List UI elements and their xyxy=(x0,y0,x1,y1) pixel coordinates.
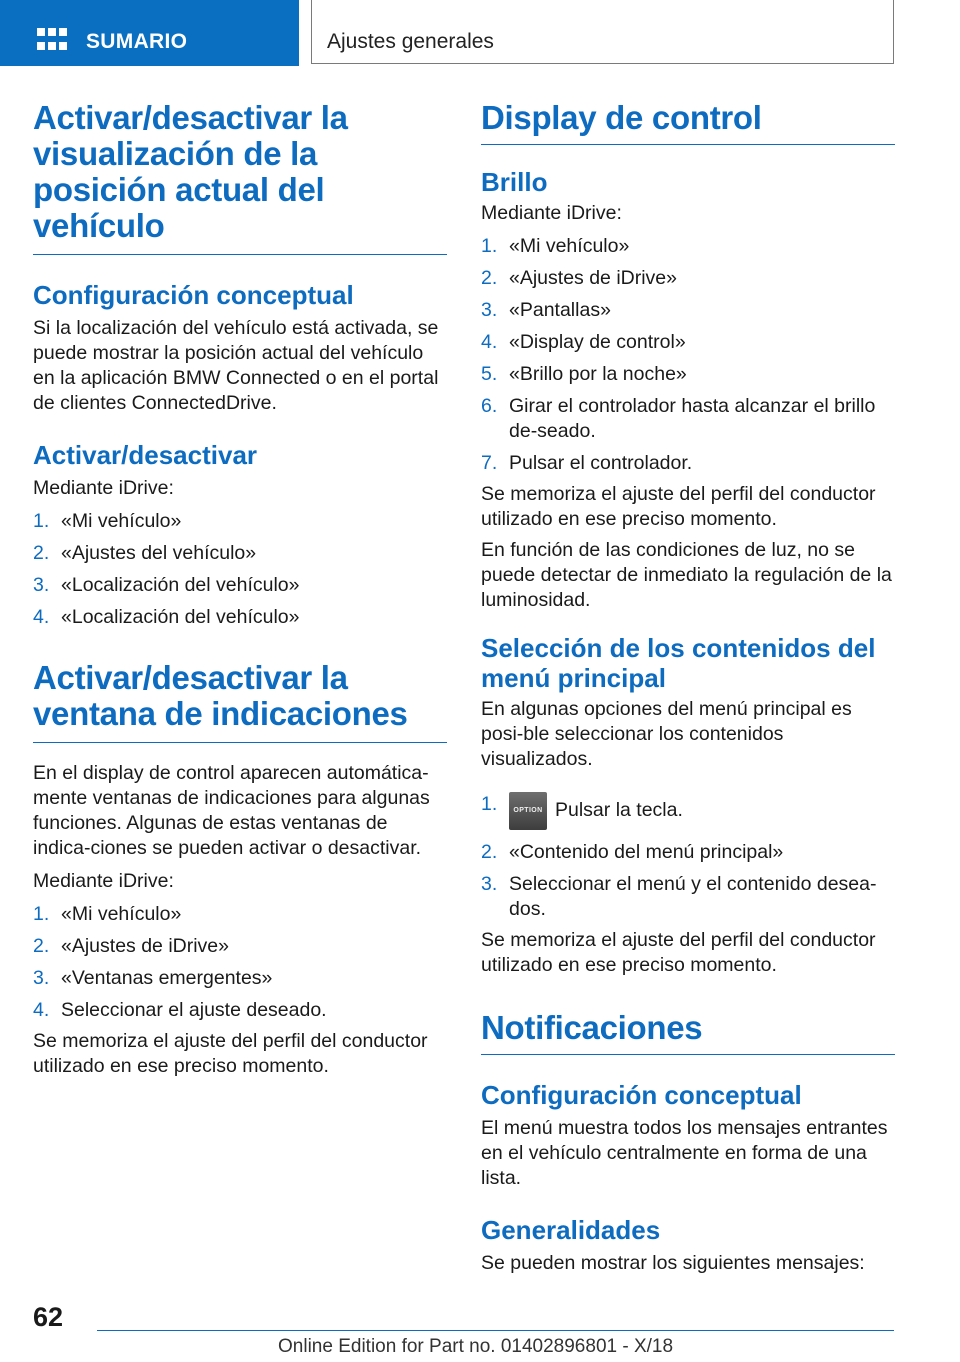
sumario-button[interactable] xyxy=(0,0,299,66)
step-text: «Ajustes del vehículo» xyxy=(61,542,257,564)
list-item xyxy=(33,998,447,1023)
footer-rule xyxy=(97,1330,894,1331)
steps-list xyxy=(481,234,895,476)
section-heading: Display de control xyxy=(481,99,762,136)
right-column xyxy=(481,100,895,1276)
list-item xyxy=(481,840,895,865)
step-number: 2. xyxy=(481,267,498,289)
step-text: «Localización del vehículo» xyxy=(61,606,300,628)
steps-list xyxy=(33,902,447,1023)
step-number: 5. xyxy=(481,363,498,385)
step-text: Pulsar la tecla. xyxy=(555,799,683,821)
step-text: «Contenido del menú principal» xyxy=(509,841,784,863)
step-number: 4. xyxy=(481,331,498,353)
step-number: 1. xyxy=(33,510,50,532)
step-number: 1. xyxy=(481,793,498,815)
list-item xyxy=(33,966,447,991)
step-number: 2. xyxy=(481,841,498,863)
list-item xyxy=(33,541,447,566)
step-text: «Brillo por la noche» xyxy=(509,363,687,385)
sumario-label: SUMARIO xyxy=(86,30,188,53)
heading-rule xyxy=(33,742,447,743)
heading-rule xyxy=(33,254,447,255)
edition-text: Online Edition for Part no. 01402896801 - X/18 xyxy=(278,1336,674,1357)
paragraph: Se memoriza el ajuste del perfil del conductor utilizado en ese preciso momento. xyxy=(33,1030,428,1077)
step-number: 2. xyxy=(33,542,50,564)
list-item xyxy=(481,298,895,323)
step-text: «Ventanas emergentes» xyxy=(61,967,273,989)
step-number: 6. xyxy=(481,395,498,417)
list-item xyxy=(481,234,895,259)
step-text: «Mi vehículo» xyxy=(61,903,182,925)
step-text: «Ajustes de iDrive» xyxy=(61,935,229,957)
paragraph: Se memoriza el ajuste del perfil del conductor utilizado en ese preciso momento. xyxy=(481,483,876,530)
step-text: «Mi vehículo» xyxy=(61,510,182,532)
page-header xyxy=(0,0,960,66)
option-key-label: OPTION xyxy=(513,807,543,814)
step-text: «Display de control» xyxy=(509,331,686,353)
list-item xyxy=(481,872,895,922)
paragraph: Se memoriza el ajuste del perfil del conductor utilizado en ese preciso momento. xyxy=(481,929,876,976)
step-number: 3. xyxy=(481,299,498,321)
subsection-heading: Configuración conceptual xyxy=(481,1080,802,1110)
list-item xyxy=(33,509,447,534)
paragraph: Mediante iDrive: xyxy=(481,202,622,224)
subsection-heading: Generalidades xyxy=(481,1215,661,1245)
heading-rule xyxy=(481,144,895,145)
step-number: 4. xyxy=(33,999,50,1021)
section-heading: Activar/desactivar la visualización de la posición actual del vehículo xyxy=(33,99,348,244)
list-item xyxy=(481,330,895,355)
list-item xyxy=(481,362,895,387)
left-column xyxy=(33,100,447,1079)
paragraph: Mediante iDrive: xyxy=(33,477,174,499)
step-text: «Pantallas» xyxy=(509,299,611,321)
list-item xyxy=(481,266,895,291)
step-number: 7. xyxy=(481,452,498,474)
steps-list xyxy=(481,792,895,922)
subsection-heading: Configuración conceptual xyxy=(33,280,354,310)
step-text: «Ajustes de iDrive» xyxy=(509,267,677,289)
paragraph: Mediante iDrive: xyxy=(33,870,174,892)
paragraph: El menú muestra todos los mensajes entrantes en el vehículo centralmente en forma de una lista. xyxy=(481,1117,888,1189)
step-number: 2. xyxy=(33,935,50,957)
step-text: Seleccionar el ajuste deseado. xyxy=(61,999,327,1021)
step-number: 1. xyxy=(33,903,50,925)
list-item xyxy=(481,451,895,476)
section-heading: Activar/desactivar la ventana de indicaciones xyxy=(33,659,408,732)
subsection-heading: Activar/desactivar xyxy=(33,440,258,470)
step-number: 1. xyxy=(481,235,498,257)
step-text: «Localización del vehículo» xyxy=(61,574,300,596)
paragraph: Si la localización del vehículo está activada, se puede mostrar la posición actual del vehículo en la aplicación BMW Connected o en el portal de clientes ConnectedDrive. xyxy=(33,317,439,414)
list-item xyxy=(33,573,447,598)
list-item xyxy=(33,902,447,927)
grid-icon xyxy=(37,28,67,52)
paragraph: En algunas opciones del menú principal es posi-ble seleccionar los contenidos visualizados. xyxy=(481,698,852,770)
section-tab[interactable] xyxy=(311,0,894,64)
list-item xyxy=(481,394,895,444)
steps-list xyxy=(33,509,447,630)
step-text: «Mi vehículo» xyxy=(509,235,630,257)
paragraph: Se pueden mostrar los siguientes mensajes: xyxy=(481,1252,865,1274)
paragraph: En el display de control aparecen automática-mente ventanas de indicaciones para algunas funciones. Algunas de estas ventanas de indica-ciones se pueden activar o desactivar. xyxy=(33,762,430,859)
list-item xyxy=(481,792,895,830)
heading-rule xyxy=(481,1054,895,1055)
section-heading: Notificaciones xyxy=(481,1009,703,1046)
step-number: 4. xyxy=(33,606,50,628)
step-number: 3. xyxy=(33,967,50,989)
step-text: Seleccionar el menú y el contenido desea-dos. xyxy=(509,873,877,920)
list-item xyxy=(33,605,447,630)
section-title: Ajustes generales xyxy=(327,30,494,53)
subsection-heading: Brillo xyxy=(481,167,548,197)
list-item xyxy=(33,934,447,959)
step-number: 3. xyxy=(33,574,50,596)
step-text: Girar el controlador hasta alcanzar el brillo de-seado. xyxy=(509,395,876,442)
step-number: 3. xyxy=(481,873,498,895)
subsection-heading: Selección de los contenidos del menú principal xyxy=(481,633,876,693)
page-number: 62 xyxy=(33,1302,64,1332)
option-button-icon xyxy=(509,792,547,830)
paragraph: En función de las condiciones de luz, no se puede detectar de inmediato la regulación de la luminosidad. xyxy=(481,539,892,611)
step-text: Pulsar el controlador. xyxy=(509,452,693,474)
